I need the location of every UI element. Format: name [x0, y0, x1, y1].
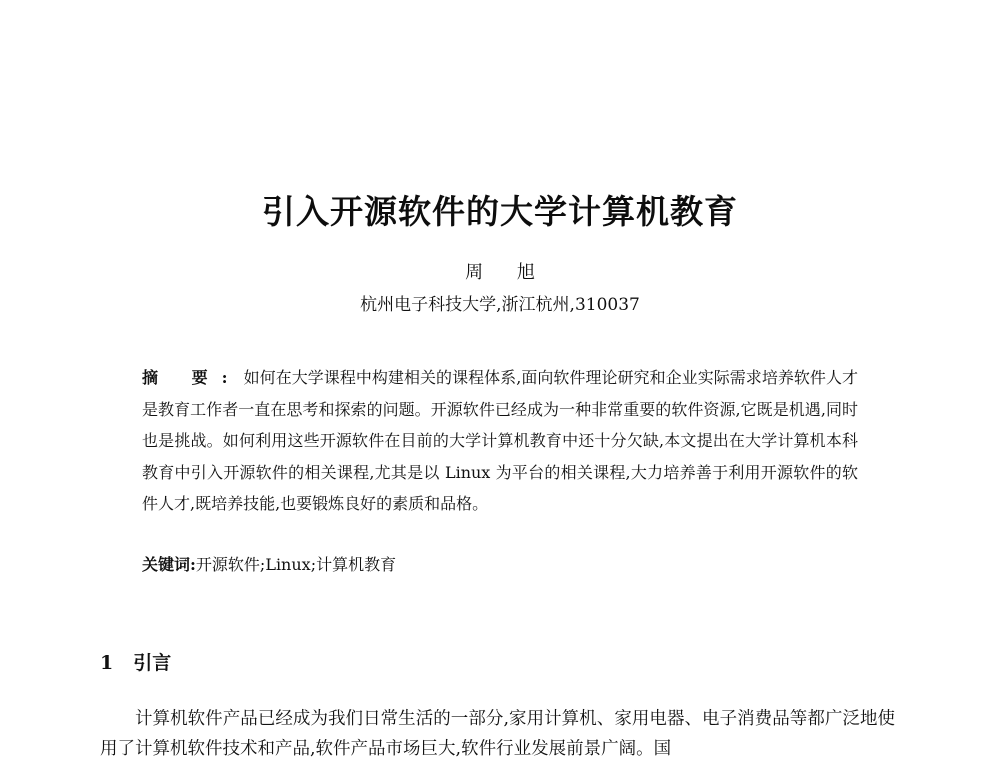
keywords-label: 关键词:	[142, 555, 196, 574]
abstract	[142, 362, 858, 520]
section-number: 1	[100, 652, 114, 674]
body-paragraph: 计算机软件产品已经成为我们日常生活的一部分,家用计算机、家用电器、电子消费品等都广泛地使用了计算机软件技术和产品,软件产品市场巨大,软件行业发展前景广阔。国	[100, 709, 895, 759]
section-title: 引言	[133, 652, 172, 674]
abstract-text: 如何在大学课程中构建相关的课程体系,面向软件理论研究和企业实际需求培养软件人才是教育工作者一直在思考和探索的问题。开源软件已经成为一种非常重要的软件资源,它既是机遇,同时也是挑战。如何利用这些开源软件在目前的大学计算机教育中还十分欠缺,本文提出在大学计算机本科教育中引入开源软件的相关课程,尤其是以 Linux 为平台的相关课程,大力培养善于利用开源软件的软件人才,既培养技能,也要锻炼良好的素质和品格。	[142, 368, 859, 513]
keywords	[142, 552, 858, 578]
paper-title: 引入开源软件的大学计算机教育	[262, 192, 738, 231]
keywords-text: 开源软件;Linux;计算机教育	[195, 555, 397, 574]
author-affiliation: 杭州电子科技大学,浙江杭州,310037	[360, 295, 640, 315]
section-heading	[100, 648, 171, 675]
abstract-label: 摘 要:	[142, 368, 242, 387]
author-name: 周 旭	[465, 262, 549, 283]
